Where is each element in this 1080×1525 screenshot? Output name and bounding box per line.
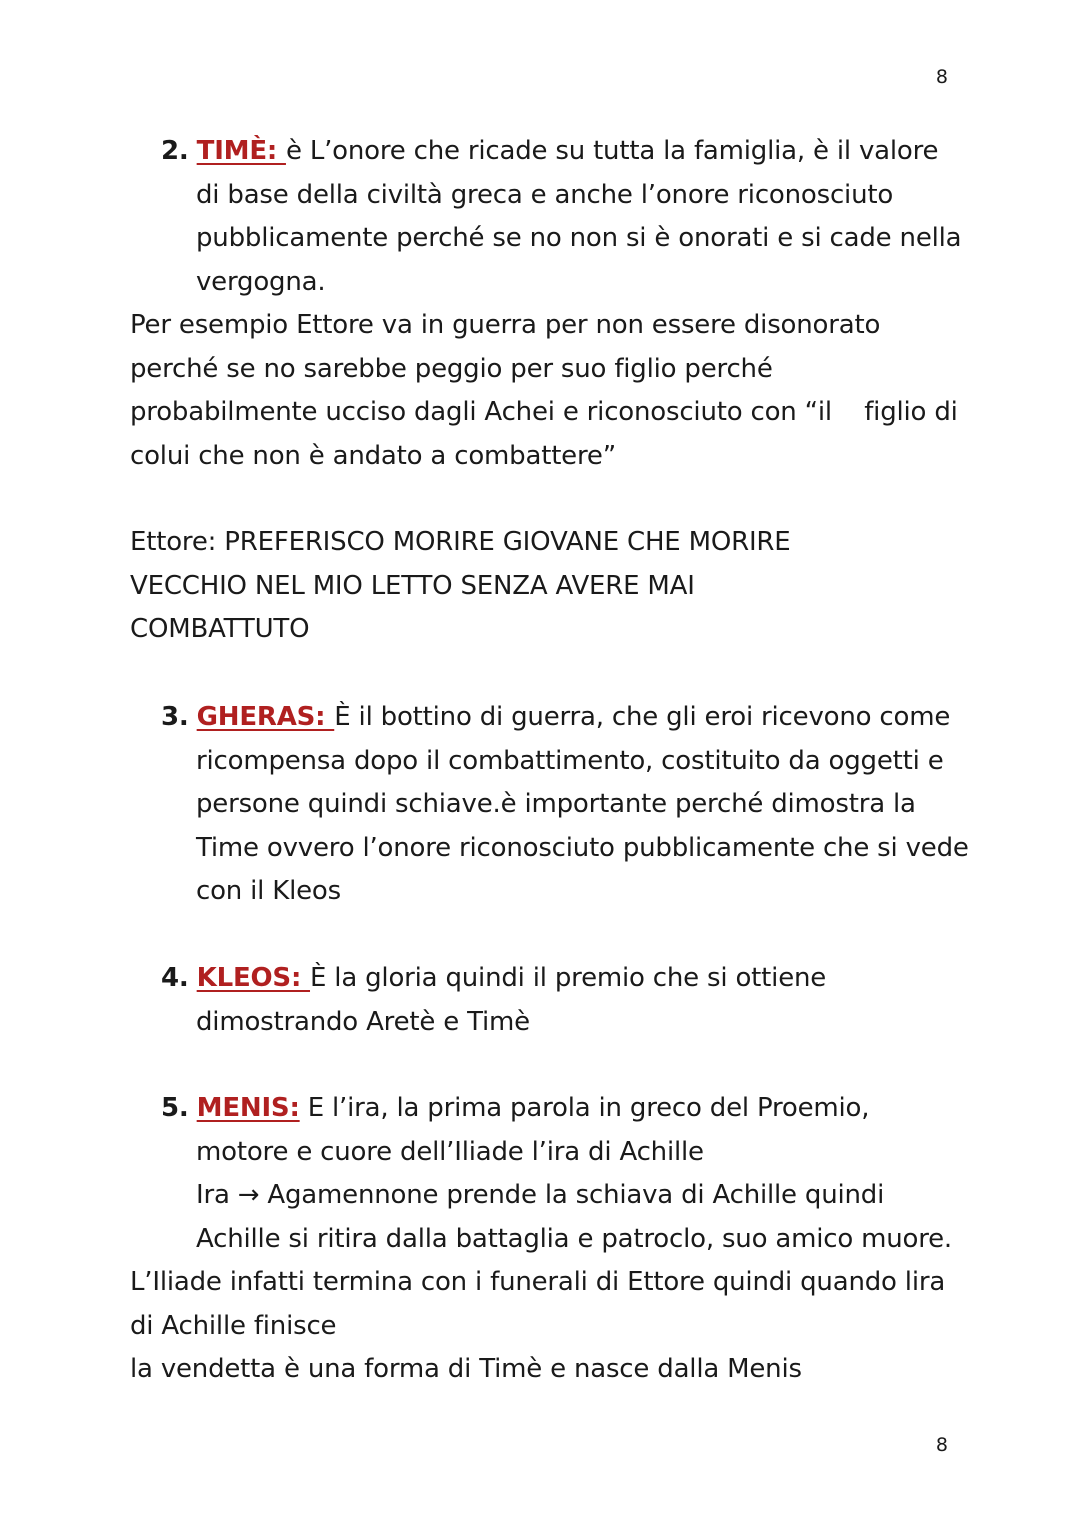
paragraph-line: di Achille finisce [130, 1310, 337, 1341]
item-number: 5. [161, 1093, 189, 1123]
item-number: 3. [161, 702, 189, 732]
example-paragraph [0, 304, 1080, 478]
term-gheras: GHERAS: [196, 702, 335, 732]
term-kleos: KLEOS: [196, 963, 311, 993]
quote-line: COMBATTUTO [130, 614, 310, 645]
list-item-time [0, 130, 1080, 304]
item-text-line: persone quindi schiave.è importante perché dimostra la [196, 789, 916, 820]
item-text-line: Time ovvero l’onore riconosciuto pubblicamente che si vede [196, 832, 969, 863]
item-text: È la gloria quindi il premio che si ottiene [310, 963, 827, 993]
item-text: È il bottino di guerra, che gli eroi ricevono come [334, 702, 951, 732]
list-item-menis [0, 1087, 1080, 1261]
list-item-kleos [0, 957, 1080, 1044]
page-number-top: 8 [935, 66, 948, 88]
item-text-line: con il Kleos [196, 876, 341, 907]
item-text-line: pubblicamente perché se no non si è onorati e si cade nella [196, 223, 962, 254]
item-text-line: di base della civiltà greca e anche l’onore riconosciuto [196, 179, 894, 210]
paragraph-line: perché se no sarebbe peggio per suo figlio perché [130, 353, 773, 384]
item-text: E l’ira, la prima parola in greco del Proemio, [299, 1093, 870, 1123]
paragraph-line: Per esempio Ettore va in guerra per non essere disonorato [130, 310, 881, 340]
item-text-line: vergogna. [196, 266, 326, 297]
list-item-gheras [0, 696, 1080, 914]
item-text-line: Ira → Agamennone prende la schiava di Achille quindi [196, 1180, 885, 1211]
page-number-bottom: 8 [935, 1434, 948, 1456]
paragraph-line: la vendetta è una forma di Timè e nasce dalla Menis [130, 1354, 802, 1385]
item-text-line: motore e cuore dell’Iliade l’ira di Achille [196, 1136, 704, 1167]
paragraph-line: probabilmente ucciso dagli Achei e riconosciuto con “il figlio di [130, 397, 958, 428]
term-time: TIMÈ: [196, 136, 286, 166]
item-number: 4. [161, 963, 189, 993]
paragraph-line: L’Iliade infatti termina con i funerali di Ettore quindi quando lira [130, 1267, 946, 1297]
item-text-line: ricompensa dopo il combattimento, costituito da oggetti e [196, 745, 944, 776]
quote-paragraph [0, 521, 1080, 652]
ending-paragraph [0, 1261, 1080, 1392]
item-number: 2. [161, 136, 189, 166]
paragraph-line: colui che non è andato a combattere” [130, 440, 616, 471]
quote-line: Ettore: PREFERISCO MORIRE GIOVANE CHE MORIRE [130, 527, 791, 557]
quote-line: VECCHIO NEL MIO LETTO SENZA AVERE MAI [130, 570, 695, 601]
term-menis: MENIS: [196, 1093, 300, 1123]
item-text: è L’onore che ricade su tutta la famiglia, è il valore [285, 136, 939, 166]
item-text-line: dimostrando Aretè e Timè [196, 1006, 530, 1037]
item-text-line: Achille si ritira dalla battaglia e patroclo, suo amico muore. [196, 1223, 952, 1254]
